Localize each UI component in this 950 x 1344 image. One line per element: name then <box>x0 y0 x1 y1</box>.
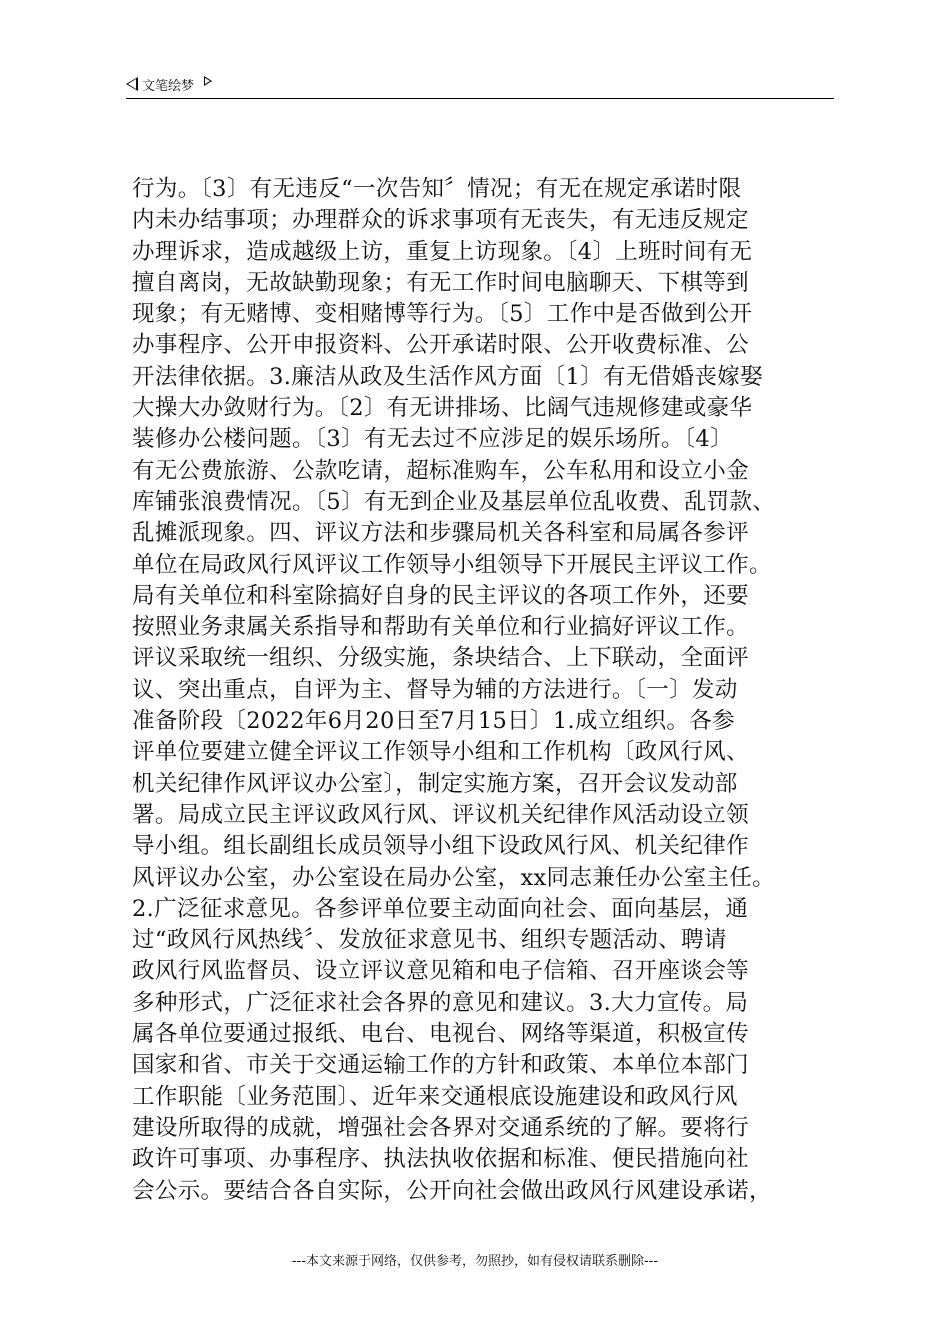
text-line: 评议采取统一组织、分级实施，条块结合、上下联动，全面评 <box>132 645 749 672</box>
text-line: 多种形式，广泛征求社会各界的意见和建议。3.大力宣传。局 <box>132 989 749 1016</box>
text-line: 有无公费旅游、公款吃请，超标准购车，公车私用和设立小金 <box>132 457 749 484</box>
triangle-left-icon <box>126 77 138 91</box>
text-line: 议、突出重点，自评为主、督导为辅的方法进行。〔一〕发动 <box>132 676 738 703</box>
text-line: 办事程序、公开申报资料、公开承诺时限、公开收费标准、公 <box>132 332 749 359</box>
text-line: 库铺张浪费情况。〔5〕有无到企业及基层单位乱收费、乱罚款、 <box>132 488 776 515</box>
text-line: 准备阶段〔2022年6月20日至7月15日〕1.成立组织。各参 <box>132 708 735 735</box>
text-line: 大操大办敛财行为。〔2〕有无讲排场、比阔气违规修建或豪华 <box>132 395 753 422</box>
text-line: 国家和省、市关于交通运输工作的方针和政策、本单位本部门 <box>132 1052 749 1079</box>
text-line: 按照业务隶属关系指导和帮助有关单位和行业搞好评议工作。 <box>132 614 749 641</box>
text-line: 建设所取得的成就，增强社会各界对交通系统的了解。要将行 <box>132 1114 749 1141</box>
text-line: 评单位要建立健全评议工作领导小组和工作机构〔政风行风、 <box>132 739 749 766</box>
text-line: 局有关单位和科室除搞好自身的民主评议的各项工作外，还要 <box>132 582 749 609</box>
page-header <box>126 74 834 99</box>
text-line: 导小组。组长副组长成员领导小组下设政风行风、机关纪律作 <box>132 833 749 860</box>
text-line: 乱摊派现象。四、评议方法和步骤局机关各科室和局属各参评 <box>132 520 749 547</box>
text-line: 开法律依据。3.廉洁从政及生活作风方面〔1〕有无借婚丧嫁娶 <box>132 363 763 390</box>
text-line: 机关纪律作风评议办公室〕，制定实施方案，召开会议发动部 <box>132 770 738 797</box>
text-line: 会公示。要结合各自实际，公开向社会做出政风行风建设承诺， <box>132 1177 772 1204</box>
text-line: 办理诉求，造成越级上访，重复上访现象。〔4〕上班时间有无 <box>132 238 753 265</box>
header-title: 文笔绘梦 <box>142 78 195 94</box>
text-line: 属各单位要通过报纸、电台、电视台、网络等渠道，积极宣传 <box>132 1021 749 1048</box>
text-line: 政许可事项、办事程序、执法执收依据和标准、便民措施向社 <box>132 1146 749 1173</box>
text-line: 内未办结事项；办理群众的诉求事项有无丧失，有无违反规定 <box>132 207 749 234</box>
triangle-right-icon <box>204 76 212 86</box>
text-line: 装修办公楼问题。〔3〕有无去过不应涉足的娱乐场所。〔4〕 <box>132 426 733 453</box>
text-line: 2.广泛征求意见。各参评单位要主动面向社会、面向基层，通 <box>132 895 749 922</box>
text-line: 风评议办公室，办公室设在局办公室，xx同志兼任办公室主任。 <box>132 864 776 891</box>
body-text <box>132 174 832 1207</box>
text-line: 过“政风行风热线〞、发放征求意见书、组织专题活动、聘请 <box>132 927 727 954</box>
text-line: 单位在局政风行风评议工作领导小组领导下开展民主评议工作。 <box>132 551 772 578</box>
text-line: 擅自离岗，无故缺勤现象；有无工作时间电脑聊天、下棋等到 <box>132 269 749 296</box>
text-line: 行为。〔3〕有无违反“一次告知〞情况；有无在规定承诺时限 <box>132 176 742 202</box>
text-line: 署。局成立民主评议政风行风、评议机关纪律作风活动设立领 <box>132 801 749 828</box>
footer-notice: ---本文来源于网络，仅供参考，勿照抄，如有侵权请联系删除--- <box>291 1254 659 1269</box>
header-row <box>126 74 834 94</box>
text-line: 工作职能〔业务范围〕、近年来交通根底设施建设和政风行风 <box>132 1083 738 1110</box>
text-line: 政风行风监督员、设立评议意见箱和电子信箱、召开座谈会等 <box>132 958 749 985</box>
text-line: 现象；有无赌博、变相赌博等行为。〔5〕工作中是否做到公开 <box>132 301 753 328</box>
